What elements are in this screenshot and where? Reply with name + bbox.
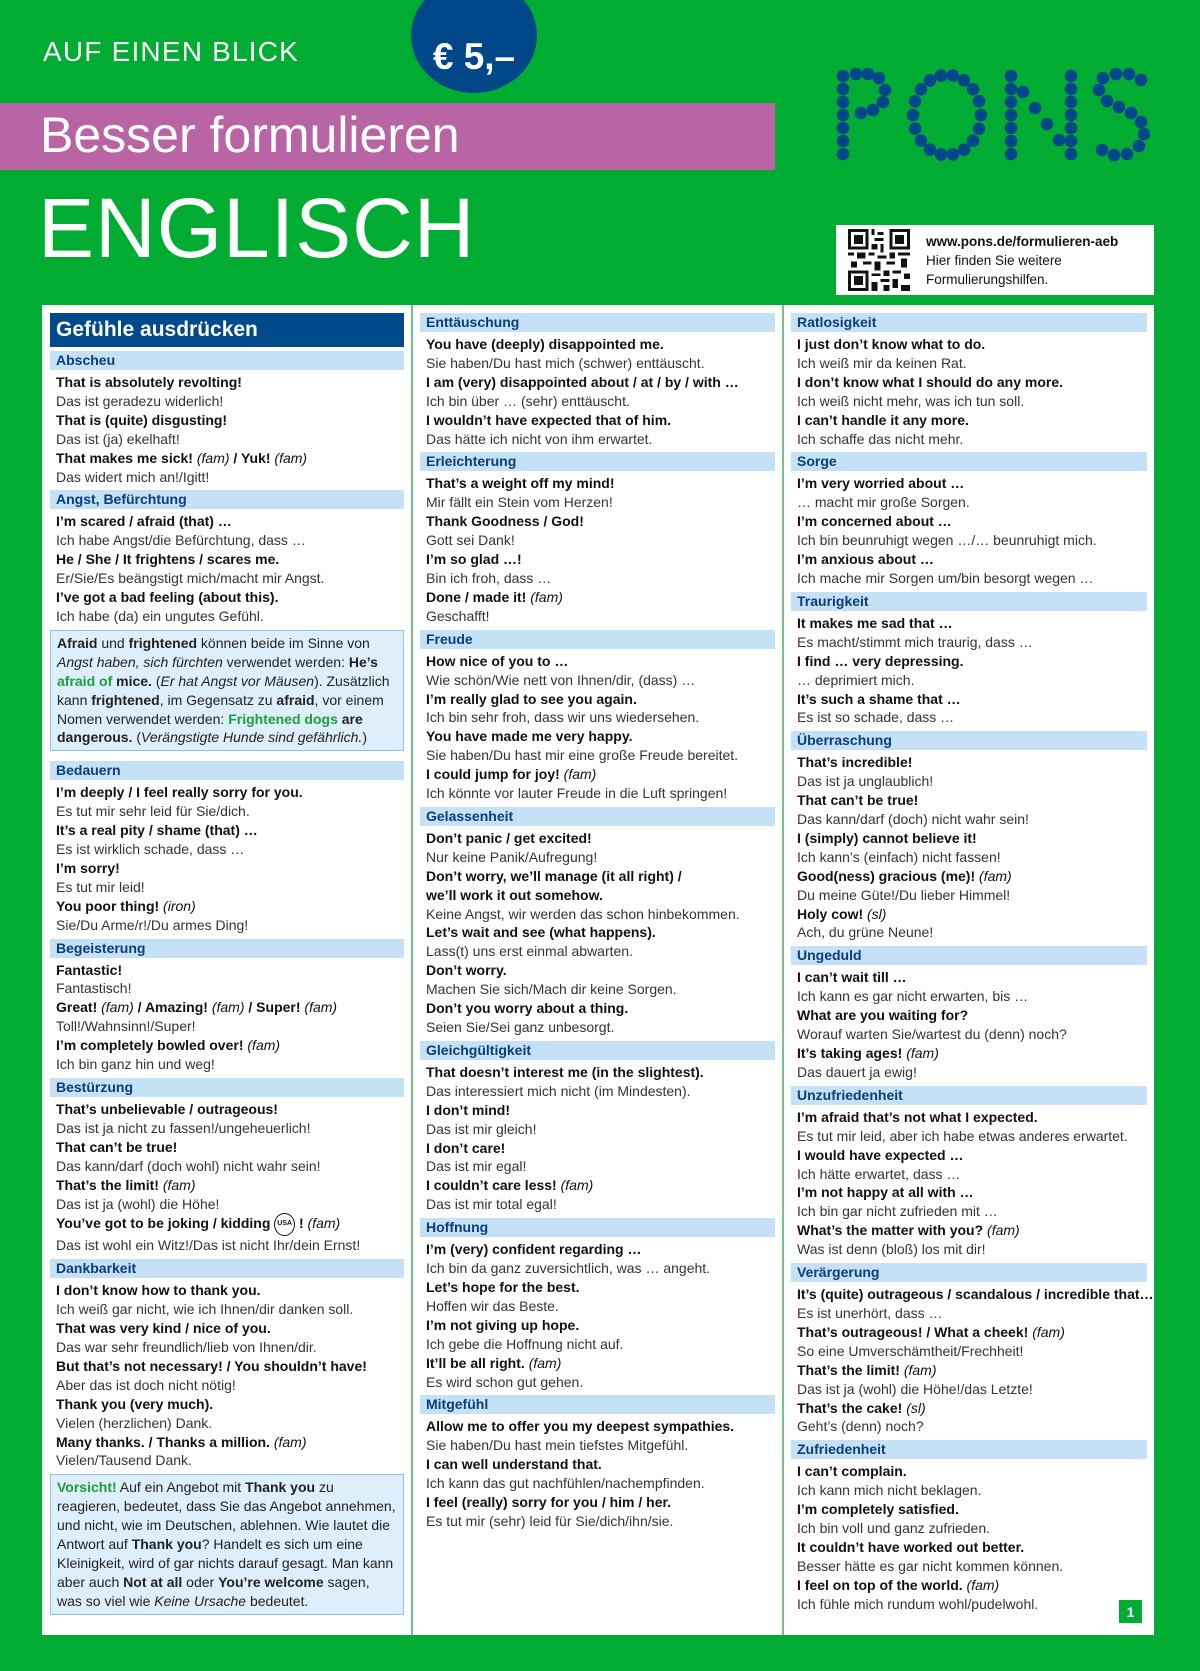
phrase-english: You poor thing! (iron) [56,897,196,914]
phrase-german: Das ist ja nicht zu fassen!/ungeheuerlich! [56,1119,311,1136]
phrase-list [420,829,775,1037]
phrase-german: Ich habe (da) ein ungutes Gefühl. [56,607,264,624]
phrase-list [791,335,1147,448]
phrase-german: Ich bin da ganz zuversichtlich, was … angeht. [426,1260,711,1277]
phrase-list [50,783,404,934]
subsection-header: Bedauern [50,761,404,780]
phrase-english: Don’t panic / get excited! [426,829,592,846]
phrase-german: Ich weiß gar nicht, wie ich Ihnen/dir danken soll. [56,1301,354,1318]
phrase-german: Das ist ja (wohl) die Höhe! [56,1195,220,1212]
phrase-german: Er/Sie/Es beängstigt mich/macht mir Angst. [56,570,325,587]
phrase-english: I don’t mind! [426,1101,510,1118]
phrase-german: Ich kann das gut nachfühlen/nachempfinden. [426,1475,705,1492]
section-title: Gefühle ausdrücken [50,313,404,347]
phrase-german: Es tut mir leid, aber ich habe etwas anderes erwartet. [797,1127,1128,1144]
column-3 [791,313,1154,1618]
phrase-german: Es wird schon gut gehen. [426,1373,584,1390]
phrase-english: Many thanks. / Thanks a million. (fam) [56,1433,307,1450]
qr-url-link[interactable]: www.pons.de/formulieren-aeb [926,233,1119,249]
content-panel [42,305,1154,1635]
phrase-english: Let’s hope for the best. [426,1278,580,1295]
phrase-english: I just don’t know what to do. [797,336,986,352]
phrase-german: Das kann/darf (doch wohl) nicht wahr sein! [56,1157,321,1174]
phrase-german: Das hätte ich nicht von ihm erwartet. [426,430,653,447]
phrase-german: Es tut mir leid! [56,878,145,895]
phrase-german: Das ist mir gleich! [426,1120,537,1137]
phrase-list [420,1063,775,1214]
phrase-english: Thank Goodness / God! [426,513,584,530]
phrase-english: That was very kind / nice of you. [56,1320,271,1337]
phrase-german: Das ist wohl ein Witz!/Das ist nicht Ihr/dein Ernst! [56,1237,361,1254]
phrase-english: I’m so glad …! [426,551,522,568]
phrase-german: Sie haben/Du hast mir eine große Freude bereitet. [426,747,739,764]
phrase-german: Das war sehr freundlich/lieb von Ihnen/dir. [56,1338,317,1355]
phrase-german: Es tut mir (sehr) leid für Sie/dich/ihn/sie. [426,1512,674,1529]
phrase-german: Sie haben/Du hast mein tiefstes Mitgefühl. [426,1437,689,1454]
subtitle: Besser formulieren [40,107,460,163]
phrase-list [420,1240,775,1391]
series-label: AUF EINEN BLICK [43,36,300,67]
phrase-german: Es tut mir sehr leid für Sie/dich. [56,803,250,820]
phrase-german: Vielen/Tausend Dank. [56,1452,192,1469]
phrase-german: Aber das ist doch nicht nötig! [56,1376,236,1393]
phrase-list [791,1108,1147,1259]
subsection-header: Hoffnung [420,1218,775,1237]
phrase-english: It’s a real pity / shame (that) … [56,822,258,839]
subsection-header: Zufriedenheit [791,1440,1147,1459]
info-note: Afraid und frightened können beide im Sinne von Angst haben, sich fürchten verwendet werden: He’s afraid of mice. (Er hat Angst vor Mäusen). Zusätzlich kann frightened, im Gegensatz zu afraid, vor einem Nomen verwendet werden: Frightened dogs are dangerous. (Verängstigte Hunde sind gefährlich.) [50,630,404,751]
phrase-english: I can well understand that. [426,1456,602,1473]
phrase-german: Toll!/Wahnsinn!/Super! [56,1018,196,1035]
phrase-english: I find … very depressing. [797,652,964,669]
phrase-german: Das ist (ja) ekelhaft! [56,430,180,447]
phrase-english: That can’t be true! [797,792,919,809]
qr-info-box [836,225,1154,295]
phrase-german: Ich hätte erwartet, dass … [797,1165,961,1182]
phrase-english: But that’s not necessary! / You shouldn’t have! [56,1357,367,1374]
phrase-english: What’s the matter with you? (fam) [797,1222,1020,1239]
phrase-german: Das ist mir total egal! [426,1196,557,1213]
phrase-german: Worauf warten Sie/wartest du (denn) noch? [797,1026,1067,1043]
subsection-header: Verärgerung [791,1263,1147,1282]
phrase-german: Ich schaffe das nicht mehr. [797,430,964,447]
phrase-english: That’s unbelievable / outrageous! [56,1101,278,1117]
phrase-english: I can’t wait till … [797,969,907,986]
phrase-english: I can’t complain. [797,1463,907,1480]
phrase-english: I’m deeply / I feel really sorry for you. [56,784,303,801]
phrase-german: Vielen (herzlichen) Dank. [56,1414,213,1431]
page-number: 1 [1119,1600,1142,1623]
phrase-english: I’m afraid that’s not what I expected. [797,1108,1038,1125]
phrase-english: You’ve got to be joking / kidding USA ! (fam) [56,1213,404,1236]
phrase-english: I’m concerned about … [797,513,952,530]
phrase-english: I’m completely satisfied. [797,1501,959,1518]
phrase-list [50,1281,404,1470]
phrase-english: That is (quite) disgusting! [56,411,228,428]
phrase-list [791,968,1147,1081]
phrase-german: Sie/Du Arme/r!/Du armes Ding! [56,916,249,933]
phrase-german: Es ist wirklich schade, dass … [56,841,245,858]
pons-logo-icon [835,68,1155,163]
phrase-german: Ich kann’s (einfach) nicht fassen! [797,848,1001,865]
subsection-header: Dankbarkeit [50,1259,404,1278]
phrase-german: Das dauert ja ewig! [797,1063,917,1080]
phrase-german: Ich bin ganz hin und weg! [56,1056,215,1073]
phrase-english: I could jump for joy! (fam) [426,766,597,783]
phrase-english: That’s incredible! [797,754,913,771]
phrase-english: I would have expected … [797,1146,964,1163]
phrase-german: Was ist denn (bloß) los mit dir! [797,1241,986,1258]
phrase-english: I’m really glad to see you again. [426,690,637,707]
phrase-german: … deprimiert mich. [797,671,915,688]
phrase-german: Ich bin voll und ganz zufrieden. [797,1520,991,1537]
subsection-header: Mitgefühl [420,1395,775,1414]
phrase-german: Es macht/stimmt mich traurig, dass … [797,633,1033,650]
column-1 [50,313,404,1625]
phrase-list [420,1417,775,1530]
subsection-header: Ungeduld [791,946,1147,965]
phrase-english: Done / made it! (fam) [426,588,563,605]
phrase-german: … macht mir große Sorgen. [797,494,970,511]
info-note: Vorsicht! Auf ein Angebot mit Thank you zu reagieren, bedeutet, dass Sie das Angebot annehmen, und nicht, wie im Deutschen, ablehnen. Wie lautet die Antwort auf Thank you? Handelt es sich um eine Kleinigkeit, wird of gar nichts darauf gesagt. Man kann aber auch Not at all oder You’re welcome sagen, was so viel wie Keine Ursache bedeutet. [50,1474,404,1614]
qr-line2: Formulierungshilfen. [926,271,1049,287]
phrase-german: Ich gebe die Hoffnung nicht auf. [426,1335,624,1352]
subsection-header: Ratlosigkeit [791,313,1147,332]
phrase-german: Das ist ja (wohl) die Höhe!/das Letzte! [797,1380,1033,1397]
phrase-english: Don’t you worry about a thing. [426,1000,629,1017]
phrase-english: What are you waiting for? [797,1007,969,1024]
subsection-header: Gleichgültigkeit [420,1041,775,1060]
phrase-german: Das interessiert mich nicht (im Mindesten). [426,1082,691,1099]
phrase-english: I (simply) cannot believe it! [797,829,977,846]
phrase-english: It makes me sad that … [797,614,953,631]
phrase-german: Das ist geradezu widerlich! [56,392,224,409]
phrase-english: I’m very worried about … [797,475,965,492]
phrase-english: I wouldn’t have expected that of him. [426,411,672,428]
column-2 [420,313,775,1535]
phrase-english: we’ll work it out somehow. [426,886,603,903]
phrase-german: Machen Sie sich/Mach dir keine Sorgen. [426,981,677,998]
phrase-english: Don’t worry, we’ll manage (it all right) / [426,867,682,884]
phrase-english: It’s (quite) outrageous / scandalous / incredible that… [797,1286,1154,1303]
phrase-german: Fantastisch! [56,980,132,997]
phrase-list [50,373,404,486]
phrase-english: I’m scared / afraid (that) … [56,513,232,530]
phrase-german: Du meine Güte!/Du lieber Himmel! [797,886,1011,903]
usa-icon: USA [274,1213,295,1236]
phrase-english: That’s the cake! (sl) [797,1399,926,1416]
phrase-german: Wie schön/Wie nett von Ihnen/dir, (dass) … [426,671,696,688]
subsection-header: Angst, Befürchtung [50,490,404,509]
phrase-english: I’ve got a bad feeling (about this). [56,589,279,606]
phrase-english: That makes me sick! (fam) / Yuk! (fam) [56,449,308,466]
phrase-german: Seien Sie/Sei ganz unbesorgt. [426,1019,615,1035]
phrase-english: Holy cow! (sl) [797,905,887,922]
phrase-list [791,753,1147,942]
phrase-english: I’m sorry! [56,859,120,876]
phrase-german: Es ist so schade, dass … [797,709,955,726]
phrase-list [791,1285,1154,1436]
phrase-english: I don’t care! [426,1139,506,1156]
page-title: ENGLISCH [38,181,476,275]
phrase-list [791,614,1147,727]
qr-text [926,232,1118,289]
phrase-english: I don’t know what I should do any more. [797,373,1064,390]
phrase-english: Fantastic! [56,961,123,978]
column-divider [411,305,413,1635]
price-badge: € 5,– [411,0,537,93]
phrase-list [50,512,404,625]
phrase-german: Das kann/darf (doch) nicht wahr sein! [797,811,1029,828]
phrase-english: I can’t handle it any more. [797,411,969,428]
phrase-english: How nice of you to … [426,652,569,669]
subsection-header: Überraschung [791,731,1147,750]
phrase-german: Ich mache mir Sorgen um/bin besorgt wegen … [797,569,1094,586]
subsection-header: Begeisterung [50,939,404,958]
phrase-english: That can’t be true! [56,1138,178,1155]
phrase-english: I’m completely bowled over! (fam) [56,1037,281,1054]
subsection-header: Traurigkeit [791,592,1147,611]
phrase-english: It’s taking ages! (fam) [797,1045,939,1061]
phrase-list [420,474,775,625]
subsection-header: Erleichterung [420,452,775,471]
phrase-german: Ach, du grüne Neune! [797,924,934,941]
phrase-english: That’s a weight off my mind! [426,475,615,492]
phrase-list [791,474,1147,587]
subsection-header: Abscheu [50,351,404,370]
phrase-german: Sie haben/Du hast mich (schwer) enttäuscht. [426,354,705,371]
subsection-header: Freude [420,630,775,649]
phrase-english: I’m not giving up hope. [426,1316,580,1333]
phrase-german: Ich weiß mir da keinen Rat. [797,354,967,371]
phrase-english: I’m not happy at all with … [797,1184,974,1201]
column-divider [782,305,784,1635]
subsection-header: Unzufriedenheit [791,1086,1147,1105]
phrase-german: Geschafft! [426,607,490,624]
qr-code-icon[interactable] [848,229,910,291]
phrase-english: That’s outrageous! / What a cheek! (fam) [797,1323,1065,1340]
phrase-english: I feel on top of the world. (fam) [797,1576,1000,1593]
phrase-english: Thank you (very much). [56,1395,214,1412]
qr-line1: Hier finden Sie weitere [926,252,1062,268]
phrase-german: Bin ich froh, dass … [426,569,552,586]
phrase-list [420,335,775,448]
phrase-german: Gott sei Dank! [426,532,515,549]
phrase-german: Ich kann mich nicht beklagen. [797,1482,982,1499]
phrase-english: Great! (fam) / Amazing! (fam) / Super! (fam) [56,999,338,1016]
phrase-english: It couldn’t have worked out better. [797,1538,1025,1555]
phrase-german: Das ist mir egal! [426,1158,527,1175]
subsection-header: Bestürzung [50,1078,404,1097]
phrase-german: Das ist ja unglaublich! [797,773,934,790]
phrase-english: I’m (very) confident regarding … [426,1241,642,1258]
phrase-english: You have made me very happy. [426,728,633,745]
phrase-english: I feel (really) sorry for you / him / her. [426,1494,672,1511]
phrase-list [791,1462,1147,1613]
phrase-english: That’s the limit! (fam) [797,1361,937,1378]
phrase-english: I don’t know how to thank you. [56,1282,261,1299]
phrase-german: Das widert mich an!/Igitt! [56,468,210,485]
phrase-english: That is absolutely revolting! [56,374,242,390]
phrase-list [420,652,775,803]
phrase-german: Ich bin beunruhigt wegen …/… beunruhigt mich. [797,532,1097,549]
phrase-german: Es ist unerhört, dass … [797,1304,943,1321]
phrase-german: Ich könnte vor lauter Freude in die Luft springen! [426,785,728,802]
phrase-german: Mir fällt ein Stein vom Herzen! [426,494,613,511]
phrase-english: Don’t worry. [426,962,507,979]
phrase-list [50,961,404,1074]
phrase-german: Ich kann es gar nicht erwarten, bis … [797,988,1029,1005]
phrase-german: Ich bin gar nicht zufrieden mit … [797,1203,998,1220]
phrase-german: So eine Umverschämtheit/Frechheit! [797,1342,1024,1359]
phrase-german: Ich bin sehr froh, dass wir uns wiedersehen. [426,709,700,726]
phrase-english: He / She / It frightens / scares me. [56,551,280,568]
phrase-english: It’s such a shame that … [797,690,961,707]
phrase-english: It’ll be all right. (fam) [426,1354,562,1371]
phrase-english: Let’s wait and see (what happens). [426,924,656,941]
phrase-english: Allow me to offer you my deepest sympathies. [426,1418,735,1435]
phrase-german: Nur keine Panik/Aufregung! [426,848,598,865]
phrase-english: You have (deeply) disappointed me. [426,336,664,352]
phrase-german: Keine Angst, wir werden das schon hinbekommen. [426,905,740,922]
phrase-german: Ich weiß nicht mehr, was ich tun soll. [797,392,1025,409]
phrase-german: Ich habe Angst/die Befürchtung, dass … [56,532,306,549]
phrase-list [50,1100,404,1255]
phrase-english: Good(ness) gracious (me)! (fam) [797,867,1012,884]
phrase-english: I couldn’t care less! (fam) [426,1177,594,1194]
subsection-header: Gelassenheit [420,807,775,826]
phrase-english: That doesn’t interest me (in the slightest). [426,1063,704,1080]
phrase-german: Besser hätte es gar nicht kommen können. [797,1557,1064,1574]
phrase-english: I am (very) disappointed about / at / by / with … [426,373,739,390]
phrase-german: Geht’s (denn) noch? [797,1418,924,1435]
subsection-header: Sorge [791,452,1147,471]
phrase-english: That’s the limit! (fam) [56,1176,196,1193]
phrase-german: Hoffen wir das Beste. [426,1297,559,1314]
phrase-german: Lass(t) uns erst einmal abwarten. [426,943,633,960]
phrase-english: I’m anxious about … [797,551,934,568]
phrase-german: Ich fühle mich rundum wohl/pudelwohl. [797,1595,1039,1612]
subsection-header: Enttäuschung [420,313,775,332]
phrase-german: Ich bin über … (sehr) enttäuscht. [426,392,630,409]
